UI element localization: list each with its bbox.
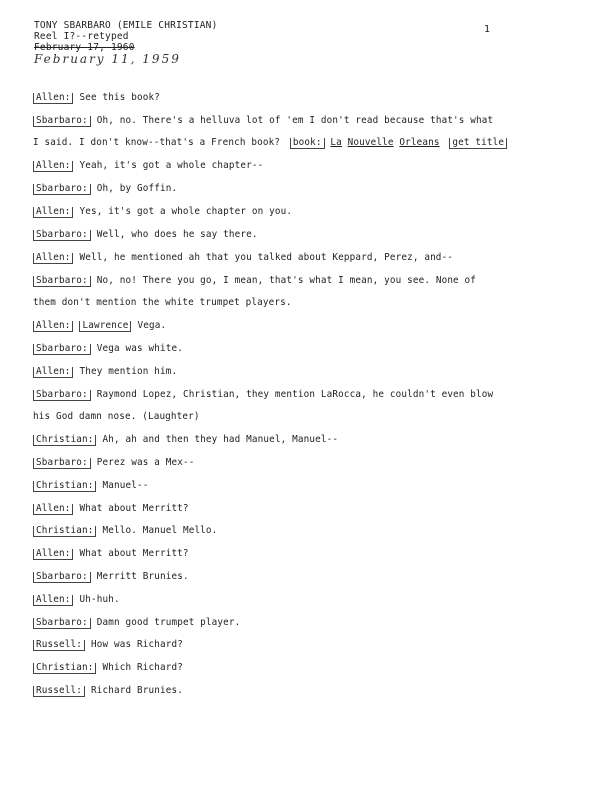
line-text: them don't mention the white trumpet players. <box>33 297 292 308</box>
transcript-line <box>33 434 338 446</box>
transcript-line <box>33 183 177 195</box>
transcript-line <box>33 92 160 104</box>
speaker-label: Christian: <box>33 526 96 537</box>
line-text: What about Merritt? <box>79 548 189 559</box>
line-text: Vega was white. <box>96 343 183 354</box>
speaker-label: Christian: <box>33 435 96 446</box>
speaker-label: Sbarbaro: <box>33 184 91 195</box>
transcript-line <box>33 594 120 606</box>
line-text: Yeah, it's got a whole chapter-- <box>79 160 264 171</box>
document-header <box>34 20 218 65</box>
struck-date: February 17, 1960 <box>34 42 135 53</box>
speaker-label: Allen: <box>33 93 73 104</box>
transcript-line <box>33 115 493 127</box>
bracket-note: get title <box>449 138 507 149</box>
line-text: No, no! There you go, I mean, that's what I mean, you see. None of <box>96 275 477 286</box>
speaker-label: Russell: <box>33 640 85 651</box>
line-text: See this book? <box>79 92 160 103</box>
bracket-note: Lawrence <box>79 321 131 332</box>
line-text: Richard Brunies. <box>90 685 183 696</box>
speaker-label: Allen: <box>33 367 73 378</box>
transcript-line <box>33 457 194 469</box>
speaker-label: Russell: <box>33 686 85 697</box>
speaker-label: Sbarbaro: <box>33 390 91 401</box>
line-text: Mello. Manuel Mello. <box>102 525 218 536</box>
speaker-label: Christian: <box>33 663 96 674</box>
transcript-line <box>33 639 183 651</box>
transcript-line <box>33 206 292 218</box>
line-text: Vega. <box>137 320 167 331</box>
speaker-label: Allen: <box>33 321 73 332</box>
line-text: Damn good trumpet player. <box>96 617 241 628</box>
line-text: I said. I don't know--that's a French book? <box>33 137 281 148</box>
line-text: Yes, it's got a whole chapter on you. <box>79 206 293 217</box>
transcript-line <box>33 411 200 423</box>
speaker-label: Sbarbaro: <box>33 618 91 629</box>
line-text: How was Richard? <box>90 639 183 650</box>
transcript-line <box>33 320 166 332</box>
transcript-line <box>33 275 476 287</box>
interview-title: TONY SBARBARO (EMILE CHRISTIAN) <box>34 20 218 31</box>
line-text: Raymond Lopez, Christian, they mention LaRocca, he couldn't even blow <box>96 389 494 400</box>
transcript-line <box>33 662 183 674</box>
transcript-line <box>33 137 507 149</box>
speaker-label: Christian: <box>33 481 96 492</box>
speaker-label: Sbarbaro: <box>33 458 91 469</box>
line-text: Uh-huh. <box>79 594 120 605</box>
line-text: Which Richard? <box>102 662 183 673</box>
speaker-label: Allen: <box>33 595 73 606</box>
transcript-line <box>33 571 189 583</box>
transcript-line <box>33 252 453 264</box>
transcript-line <box>33 480 148 492</box>
transcript-line <box>33 685 183 697</box>
speaker-label: Sbarbaro: <box>33 116 91 127</box>
bracket-note: book: <box>290 138 325 149</box>
transcript-line <box>33 389 493 401</box>
line-text: What about Merritt? <box>79 503 189 514</box>
line-text: Ah, ah and then they had Manuel, Manuel-- <box>102 434 339 445</box>
line-text: Manuel-- <box>102 480 149 491</box>
page-number: 1 <box>484 24 491 35</box>
speaker-label: Allen: <box>33 504 73 515</box>
book-title-word: Nouvelle <box>347 137 394 148</box>
book-title-word: Orleans <box>399 137 440 148</box>
transcript-line <box>33 366 177 378</box>
book-title-word: La <box>330 137 342 148</box>
speaker-label: Allen: <box>33 161 73 172</box>
speaker-label: Sbarbaro: <box>33 276 91 287</box>
line-text: Well, who does he say there. <box>96 229 258 240</box>
speaker-label: Allen: <box>33 549 73 560</box>
line-text: Merritt Brunies. <box>96 571 189 582</box>
transcript-line <box>33 343 183 355</box>
handwritten-date: February 11, 1959 <box>34 52 181 66</box>
transcript-line <box>33 160 263 172</box>
speaker-label: Allen: <box>33 207 73 218</box>
reel-label: Reel I?--retyped <box>34 31 129 42</box>
line-text: They mention him. <box>79 366 178 377</box>
line-text: Oh, no. There's a helluva lot of 'em I don't read because that's what <box>96 115 494 126</box>
transcript-line <box>33 229 258 241</box>
transcript-line <box>33 297 292 309</box>
speaker-label: Sbarbaro: <box>33 230 91 241</box>
speaker-label: Sbarbaro: <box>33 572 91 583</box>
line-text: Perez was a Mex-- <box>96 457 195 468</box>
transcript-line <box>33 525 217 537</box>
line-text: Well, he mentioned ah that you talked about Keppard, Perez, and-- <box>79 252 454 263</box>
transcript-line <box>33 548 189 560</box>
transcript-line <box>33 617 240 629</box>
transcript-line <box>33 503 189 515</box>
line-text: Oh, by Goffin. <box>96 183 178 194</box>
speaker-label: Sbarbaro: <box>33 344 91 355</box>
speaker-label: Allen: <box>33 253 73 264</box>
line-text: his God damn nose. (Laughter) <box>33 411 200 422</box>
